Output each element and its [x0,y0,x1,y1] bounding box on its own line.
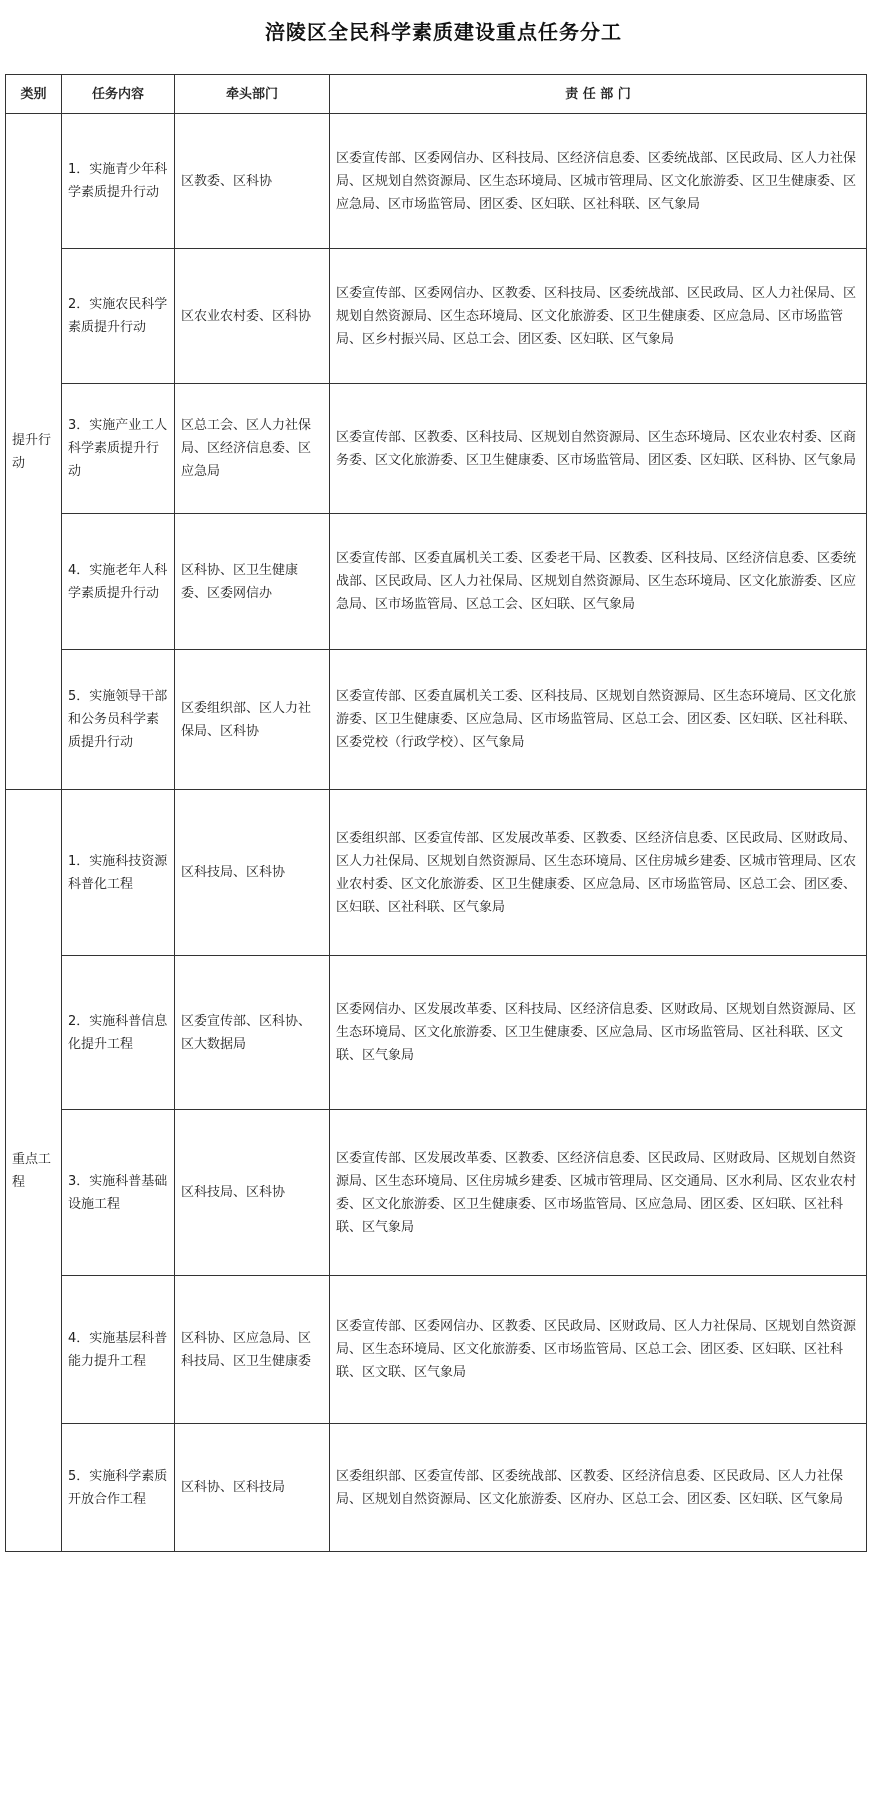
responsible-departments-cell: 区委网信办、区发展改革委、区科技局、区经济信息委、区财政局、区规划自然资源局、区生态环境局、区文化旅游委、区卫生健康委、区应急局、区市场监管局、区社科联、区文联、区气象局 [330,956,867,1110]
task-content-cell: 4．实施老年人科学素质提升行动 [62,514,175,650]
task-content-cell: 5．实施领导干部和公务员科学素质提升行动 [62,650,175,790]
page-title: 涪陵区全民科学素质建设重点任务分工 [265,20,622,44]
header-responsible-departments: 责 任 部 门 [330,75,867,114]
category-cell: 重点工程 [6,790,62,1552]
task-table [5,74,867,1552]
responsible-departments-cell: 区委宣传部、区委直属机关工委、区委老干局、区教委、区科技局、区经济信息委、区委统战部、区民政局、区人力社保局、区规划自然资源局、区生态环境局、区文化旅游委、区应急局、区市场监管局、区总工会、区妇联、区气象局 [330,514,867,650]
table-row [6,790,867,956]
table-row [6,1110,867,1276]
responsible-departments-cell: 区委宣传部、区委直属机关工委、区科技局、区规划自然资源局、区生态环境局、区文化旅游委、区卫生健康委、区应急局、区市场监管局、区总工会、团区委、区妇联、区社科联、区委党校（行政学校）、区气象局 [330,650,867,790]
responsible-departments-cell: 区委宣传部、区委网信办、区教委、区民政局、区财政局、区人力社保局、区规划自然资源局、区生态环境局、区文化旅游委、区市场监管局、区总工会、团区委、区妇联、区社科联、区文联、区气象局 [330,1276,867,1424]
task-content-cell: 1．实施科技资源科普化工程 [62,790,175,956]
lead-department-cell: 区科协、区卫生健康委、区委网信办 [175,514,330,650]
lead-department-cell: 区委组织部、区人力社保局、区科协 [175,650,330,790]
table-row [6,249,867,384]
category-cell: 提升行动 [6,114,62,790]
task-content-cell: 3．实施产业工人科学素质提升行动 [62,384,175,514]
lead-department-cell: 区科技局、区科协 [175,790,330,956]
header-task-content: 任务内容 [62,75,175,114]
lead-department-cell: 区总工会、区人力社保局、区经济信息委、区应急局 [175,384,330,514]
table-row [6,1276,867,1424]
task-content-cell: 2．实施农民科学素质提升行动 [62,249,175,384]
lead-department-cell: 区科技局、区科协 [175,1110,330,1276]
responsible-departments-cell: 区委宣传部、区委网信办、区科技局、区经济信息委、区委统战部、区民政局、区人力社保局、区规划自然资源局、区生态环境局、区城市管理局、区文化旅游委、区卫生健康委、区应急局、区市场监管局、团区委、区妇联、区社科联、区气象局 [330,114,867,249]
header-lead-department: 牵头部门 [175,75,330,114]
responsible-departments-cell: 区委组织部、区委宣传部、区发展改革委、区教委、区经济信息委、区民政局、区财政局、区人力社保局、区规划自然资源局、区生态环境局、区住房城乡建委、区城市管理局、区农业农村委、区文化旅游委、区卫生健康委、区应急局、区市场监管局、区总工会、团区委、区妇联、区社科联、区气象局 [330,790,867,956]
table-row [6,650,867,790]
lead-department-cell: 区农业农村委、区科协 [175,249,330,384]
responsible-departments-cell: 区委宣传部、区委网信办、区教委、区科技局、区委统战部、区民政局、区人力社保局、区规划自然资源局、区生态环境局、区文化旅游委、区卫生健康委、区应急局、区市场监管局、区乡村振兴局、区总工会、团区委、区妇联、区气象局 [330,249,867,384]
table-row [6,384,867,514]
lead-department-cell: 区科协、区科技局 [175,1424,330,1552]
task-content-cell: 5．实施科学素质开放合作工程 [62,1424,175,1552]
table-row [6,514,867,650]
table-row [6,1424,867,1552]
lead-department-cell: 区科协、区应急局、区科技局、区卫生健康委 [175,1276,330,1424]
task-content-cell: 3．实施科普基础设施工程 [62,1110,175,1276]
task-content-cell: 1．实施青少年科学素质提升行动 [62,114,175,249]
responsible-departments-cell: 区委组织部、区委宣传部、区委统战部、区教委、区经济信息委、区民政局、区人力社保局、区规划自然资源局、区文化旅游委、区府办、区总工会、团区委、区妇联、区气象局 [330,1424,867,1552]
table-row [6,956,867,1110]
lead-department-cell: 区教委、区科协 [175,114,330,249]
lead-department-cell: 区委宣传部、区科协、区大数据局 [175,956,330,1110]
responsible-departments-cell: 区委宣传部、区发展改革委、区教委、区经济信息委、区民政局、区财政局、区规划自然资源局、区生态环境局、区住房城乡建委、区城市管理局、区交通局、区水利局、区农业农村委、区文化旅游委、区卫生健康委、区市场监管局、区应急局、团区委、区妇联、区社科联、区气象局 [330,1110,867,1276]
table-header-row [6,75,867,114]
header-category: 类别 [6,75,62,114]
task-content-cell: 4．实施基层科普能力提升工程 [62,1276,175,1424]
task-content-cell: 2．实施科普信息化提升工程 [62,956,175,1110]
table-row [6,114,867,249]
responsible-departments-cell: 区委宣传部、区教委、区科技局、区规划自然资源局、区生态环境局、区农业农村委、区商务委、区文化旅游委、区卫生健康委、区市场监管局、团区委、区妇联、区科协、区气象局 [330,384,867,514]
